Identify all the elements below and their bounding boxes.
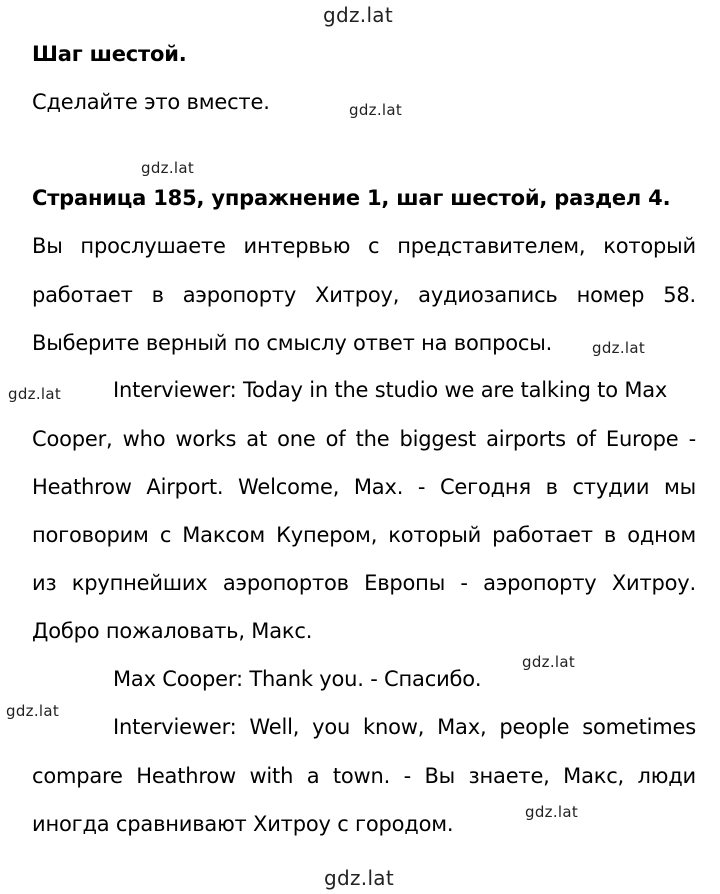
watermark-bottom: gdz.lat: [324, 866, 395, 890]
dialogue-line: поговорим с Максом Купером, который работает в одном: [32, 523, 696, 547]
dialogue-line: compare Heathrow with a town. - Вы знаете, Макс, люди: [32, 764, 696, 788]
dialogue-line: Interviewer: Today in the studio we are talking to Max: [113, 378, 668, 402]
watermark: gdz.lat: [141, 159, 195, 177]
instruction-text: Сделайте это вместе.: [32, 90, 270, 114]
dialogue-line: из крупнейших аэропортов Европы - аэропорту Хитроу.: [32, 571, 696, 595]
exercise-heading: Страница 185, упражнение 1, шаг шестой, раздел 4.: [32, 186, 671, 210]
watermark: gdz.lat: [522, 653, 576, 671]
dialogue-line: Cooper, who works at one of the biggest airports of Europe -: [32, 427, 696, 451]
dialogue-line: Max Cooper: Thank you. - Спасибо.: [113, 667, 482, 691]
watermark: gdz.lat: [349, 101, 403, 119]
watermark-top: gdz.lat: [323, 3, 394, 27]
task-line: работает в аэропорту Хитроу, аудиозапись номер 58.: [32, 283, 696, 307]
watermark: gdz.lat: [8, 385, 62, 403]
step-heading: Шаг шестой.: [32, 42, 187, 66]
dialogue-line: Добро пожаловать, Макс.: [32, 619, 313, 643]
task-line: Выберите верный по смыслу ответ на вопросы.: [32, 331, 553, 355]
task-line: Вы прослушаете интервью с представителем, который: [32, 234, 696, 258]
watermark: gdz.lat: [592, 339, 646, 357]
dialogue-line: Heathrow Airport. Welcome, Max. - Сегодня в студии мы: [32, 475, 696, 499]
dialogue-line: иногда сравнивают Хитроу с городом.: [32, 812, 454, 836]
dialogue-line: Interviewer: Well, you know, Max, people sometimes: [113, 715, 696, 739]
watermark: gdz.lat: [6, 702, 60, 720]
watermark: gdz.lat: [525, 803, 579, 821]
